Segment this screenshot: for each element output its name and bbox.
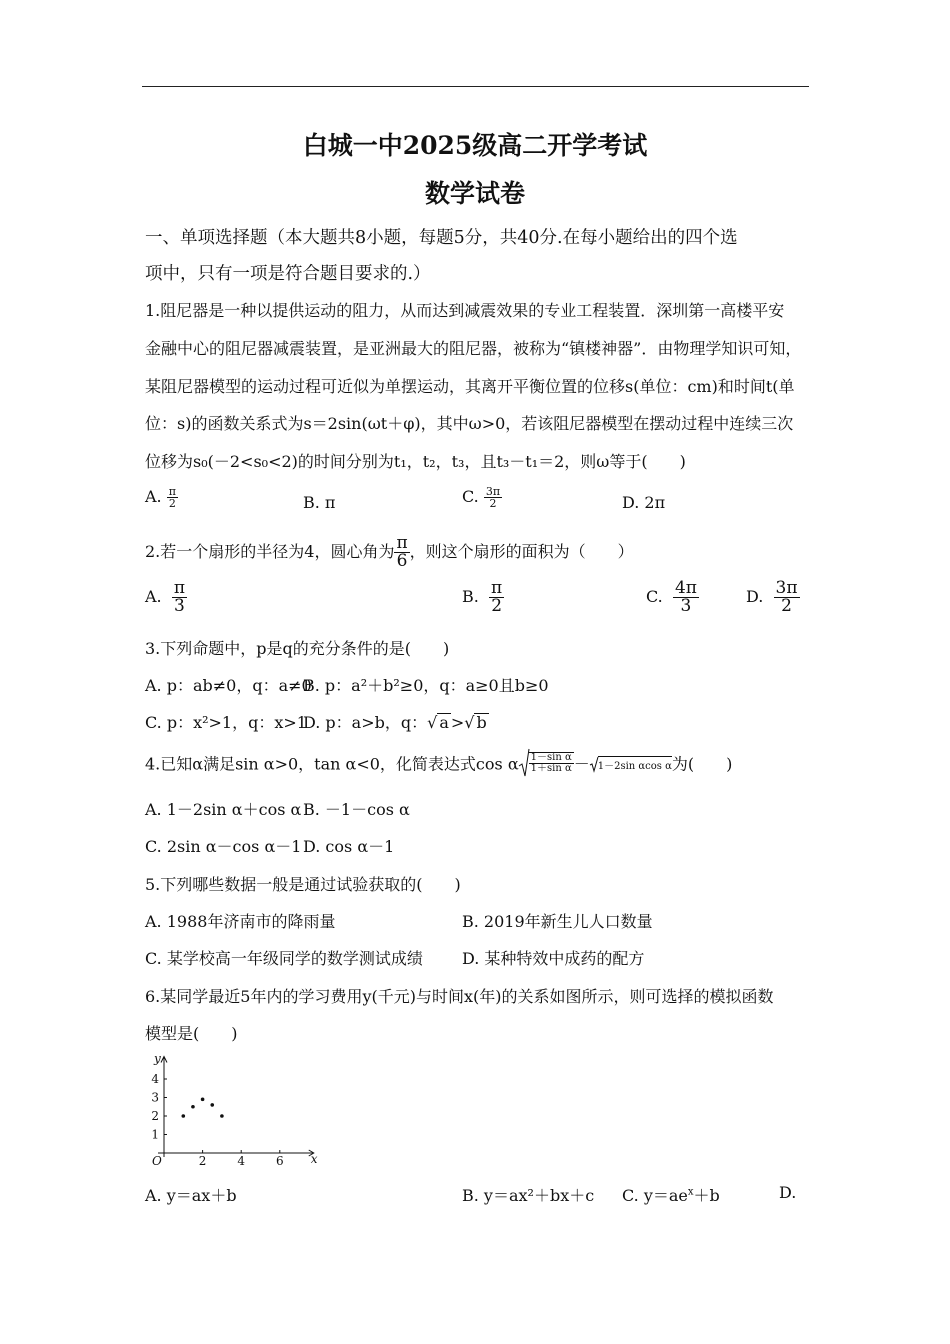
q4-option-a: A. 1－2sin α＋cos α bbox=[145, 800, 302, 819]
q1-option-b: B. π bbox=[303, 493, 336, 512]
q1-stem-line1: 1.阻尼器是一种以提供运动的阻力，从而达到减震效果的专业工程装置．深圳第一高楼平安 bbox=[145, 301, 785, 320]
radical-sign bbox=[590, 756, 598, 772]
y-tick-label: 1 bbox=[151, 1127, 159, 1142]
q5-option-d: D. 某种特效中成药的配方 bbox=[462, 949, 645, 968]
q5-option-a: A. 1988年济南市的降雨量 bbox=[145, 912, 336, 931]
sqrt-expression: 1－2sin αcos α bbox=[590, 754, 672, 773]
q1-option-c: C. $\frac{3\pi}{2}$ bbox=[462, 485, 501, 510]
x-tick-label: 4 bbox=[237, 1154, 246, 1168]
x-axis-label: x bbox=[310, 1152, 318, 1166]
q2-option-b: B. $\frac{\pi}{2}$ bbox=[462, 578, 503, 616]
q6-stem-line1: 6.某同学最近5年内的学习费用y(千元)与时间x(年)的关系如图所示，则可选择的模拟函数 bbox=[145, 987, 774, 1006]
data-point bbox=[201, 1098, 205, 1102]
y-tick-label: 4 bbox=[151, 1072, 159, 1086]
q1-stem-line5: 位移为s₀(－2<s₀<2)的时间分别为t₁，t₂，t₃，且t₃－t₁＝2，则ω等于( ) bbox=[145, 452, 686, 471]
top-rule bbox=[142, 86, 809, 87]
q4-option-d: D. cos α－1 bbox=[303, 837, 395, 856]
q2-option-c: C. $\frac{4\pi}{3}$ bbox=[646, 578, 697, 616]
q2-option-a: A. $\frac{\pi}{3}$ bbox=[145, 578, 185, 616]
x-tick-label: 2 bbox=[198, 1154, 207, 1168]
q3-option-b: B. p：a²＋b²≥0，q：a≥0且b≥0 bbox=[303, 676, 549, 695]
q4-stem: 4.已知α满足sin α>0，tan α<0，化简表达式cos α $\frac{\text{1－sin α}}{\text{1＋sin α}}$ － 1－2sin αcos α为( ) bbox=[145, 748, 732, 778]
y-tick-label: 3 bbox=[151, 1090, 159, 1105]
y-tick-label: 2 bbox=[151, 1109, 159, 1123]
section-heading-line1: 一、单项选择题（本大题共8小题，每题5分，共40分.在每小题给出的四个选 bbox=[145, 228, 738, 248]
q6-option-a: A. y＝ax＋b bbox=[145, 1186, 237, 1205]
q3-stem: 3.下列命题中，p是q的充分条件的是( ) bbox=[145, 639, 450, 658]
exam-subtitle: 数学试卷 bbox=[424, 179, 525, 208]
exam-title: 白城一中2025级高二开学考试 bbox=[302, 131, 648, 160]
q6-stem-line2: 模型是( ) bbox=[145, 1024, 238, 1043]
radical-sign bbox=[519, 748, 529, 778]
sqrt-symbol: √ bbox=[427, 713, 438, 732]
q2-option-d: D. $\frac{3\pi}{2}$ bbox=[746, 578, 798, 616]
q5-option-c: C. 某学校高一年级同学的数学测试成绩 bbox=[145, 949, 423, 968]
sqrt-fraction: $\frac{\text{1－sin α}}{\text{1＋sin α}}$ bbox=[519, 748, 574, 778]
q6-option-b: B. y＝ax²＋bx＋c bbox=[462, 1186, 595, 1205]
q1-option-a: A. $\frac{\pi}{2}$ bbox=[145, 485, 176, 510]
axes bbox=[158, 1057, 314, 1158]
origin-label: O bbox=[152, 1154, 162, 1168]
q5-option-b: B. 2019年新生儿人口数量 bbox=[462, 912, 653, 931]
q3-option-a: A. p：ab≠0，q：a≠0 bbox=[145, 676, 312, 695]
q3-option-d: D. p：a>b，q：√ a >√ b bbox=[303, 713, 487, 732]
q6-option-c: C. $y=ae^x+b$ bbox=[622, 1186, 720, 1205]
data-point bbox=[210, 1103, 214, 1107]
data-point bbox=[220, 1114, 224, 1118]
q5-stem: 5.下列哪些数据一般是通过试验获取的( ) bbox=[145, 875, 461, 894]
tick-labels bbox=[151, 1052, 317, 1169]
q1-option-d: D. 2π bbox=[622, 493, 666, 512]
data-points bbox=[182, 1098, 224, 1118]
q1-stem-line2: 金融中心的阻尼器减震装置，是亚洲最大的阻尼器，被称为“镇楼神器”．由物理学知识可知， bbox=[145, 339, 802, 358]
q4-option-b: B. －1－cos α bbox=[303, 800, 410, 819]
q6-option-d: D. bbox=[779, 1183, 797, 1202]
sqrt-symbol: √ bbox=[464, 713, 475, 732]
x-tick-label: 6 bbox=[275, 1154, 284, 1168]
y-axis-label: y bbox=[154, 1051, 161, 1066]
data-point bbox=[191, 1105, 195, 1109]
q4-option-c: C. 2sin α－cos α－1 bbox=[145, 837, 302, 856]
q3-option-c: C. p：x²>1，q：x>1 bbox=[145, 713, 307, 732]
data-point bbox=[182, 1114, 186, 1118]
q1-stem-line3: 某阻尼器模型的运动过程可近似为单摆运动，其离开平衡位置的位移s(单位：cm)和时间t(单 bbox=[145, 377, 795, 396]
q1-stem-line4: 位：s)的函数关系式为s＝2sin(ωt＋φ)，其中ω>0，若该阻尼器模型在摆动过程中连续三次 bbox=[145, 414, 794, 433]
q2-stem: 2.若一个扇形的半径为4，圆心角为 $\frac{\pi}{6}$ ，则这个扇形的面积为（ ） bbox=[145, 533, 634, 571]
section-heading-line2: 项中，只有一项是符合题目要求的.） bbox=[145, 264, 431, 284]
scatter-graph bbox=[142, 1051, 318, 1168]
